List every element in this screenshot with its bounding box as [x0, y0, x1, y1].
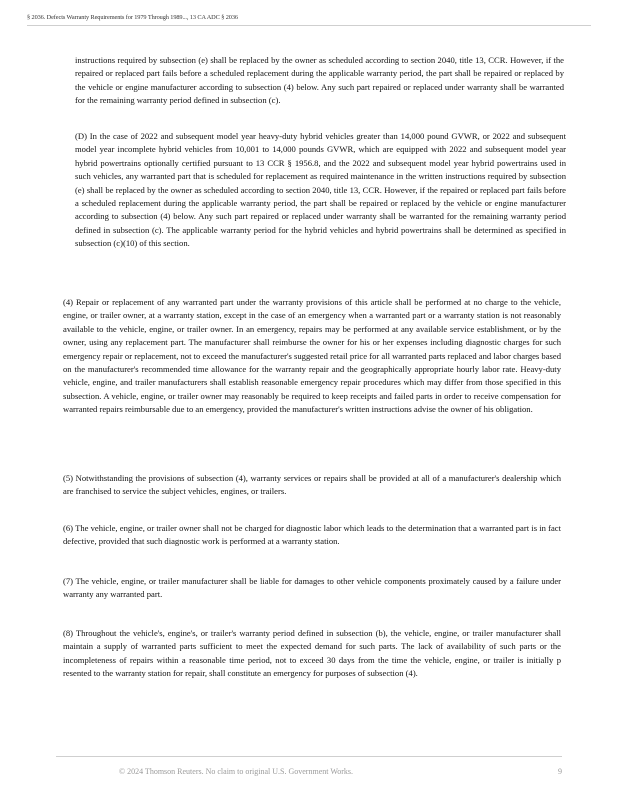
paragraph-3d: (D) In the case of 2022 and subsequent model year heavy-duty hybrid vehicles greater than 14,000 pound GVWR, or 2022 and subsequent model year incomplete hybrid vehicles from 10,001 to 14,000 pounds GVWR, which are equipped with 2022 and subsequent model year hybrid powertrains optionally certified pursuant to 13 CCR § 1956.8, and the 2022 and subsequent model year hybrid powertrains used in such vehicles, any warranted part that is scheduled for replacement as required maintenance in the written instructions required by subsection (e) shall be replaced by the owner as scheduled according to section 2040, title 13, CCR. However, if the repaired or replaced part fails before a scheduled replacement during the applicable warranty period, the part shall be repaired or replaced by the vehicle or engine manufacturer according to subsection (4) below. Any such part repaired or replaced under warranty shall be warranted for the remaining warranty period defined in subsection (c). The applicable warranty period for the hybrid vehicles and hybrid powertrains shall be determined as specified in subsection (c)(10) of this section.: [75, 131, 566, 249]
page-header: § 2036. Defects Warranty Requirements for 1979 Through 1989..., 13 CA ADC § 2036: [27, 14, 591, 26]
paragraph-3c-continued: instructions required by subsection (e) shall be replaced by the owner as scheduled according to section 2040, title 13, CCR. However, if the repaired or replaced part fails before a scheduled replacement during the applicable warranty period, the part shall be repaired or replaced by the vehicle or engine manufacturer according to subsection (4) below. Any such part repaired or replaced under warranty shall be warranted for the remaining warranty period defined in subsection (c).: [75, 55, 564, 106]
paragraph-4: (4) Repair or replacement of any warranted part under the warranty provisions of this article shall be performed at no charge to the vehicle, engine, or trailer owner, at a warranty station, except in the case of an emergency when a warranted part or a warranty station is not reasonably available to the vehicle, engine, or trailer owner. In an emergency, repairs may be performed at any available service establishment, or by the owner, using any replacement part. The manufacturer shall reimburse the owner for his or her expenses including diagnostic charges for such emergency repair or replacement, not to exceed the manufacturer's suggested retail price for all warranted parts replaced and labor charges based on the manufacturer's recommended time allowance for the warranty repair and the geographically appropriate hourly labor rate. Heavy-duty vehicle, engine, and trailer manufacturers shall establish reasonable emergency repair procedures which may differ from those specified in this subsection. A vehicle, engine, or trailer owner may reasonably be required to keep receipts and failed parts in order to receive compensation for warranted repairs reimbursable due to an emergency, provided the manufacturer's written instructions advise the owner of his obligation.: [63, 297, 561, 415]
paragraph-5: (5) Notwithstanding the provisions of subsection (4), warranty services or repairs shall be provided at all of a manufacturer's dealership which are franchised to service the subject vehicles, engines, or trailers.: [63, 473, 561, 497]
paragraph-7: (7) The vehicle, engine, or trailer manufacturer shall be liable for damages to other vehicle components proximately caused by a failure under warranty any warranted part.: [63, 576, 561, 600]
page-footer: [56, 756, 562, 776]
paragraph-8: (8) Throughout the vehicle's, engine's, or trailer's warranty period defined in subsection (b), the vehicle, engine, or trailer manufacturer shall maintain a supply of warranted parts sufficient to meet the expected demand for such parts. The lack of availability of such parts or the incompleteness of repairs within a reasonable time period, not to exceed 30 days from the time the vehicle, engine, or trailer is initially p resented to the warranty station for repair, shall constitute an emergency for purposes of subsection (4).: [63, 628, 561, 679]
paragraph-6: (6) The vehicle, engine, or trailer owner shall not be charged for diagnostic labor which leads to the determination that a warranted part is in fact defective, provided that such diagnostic work is performed at a warranty station.: [63, 523, 561, 547]
footer-copyright: © 2024 Thomson Reuters. No claim to original U.S. Government Works.: [119, 767, 354, 776]
page-number: 9: [558, 767, 562, 776]
